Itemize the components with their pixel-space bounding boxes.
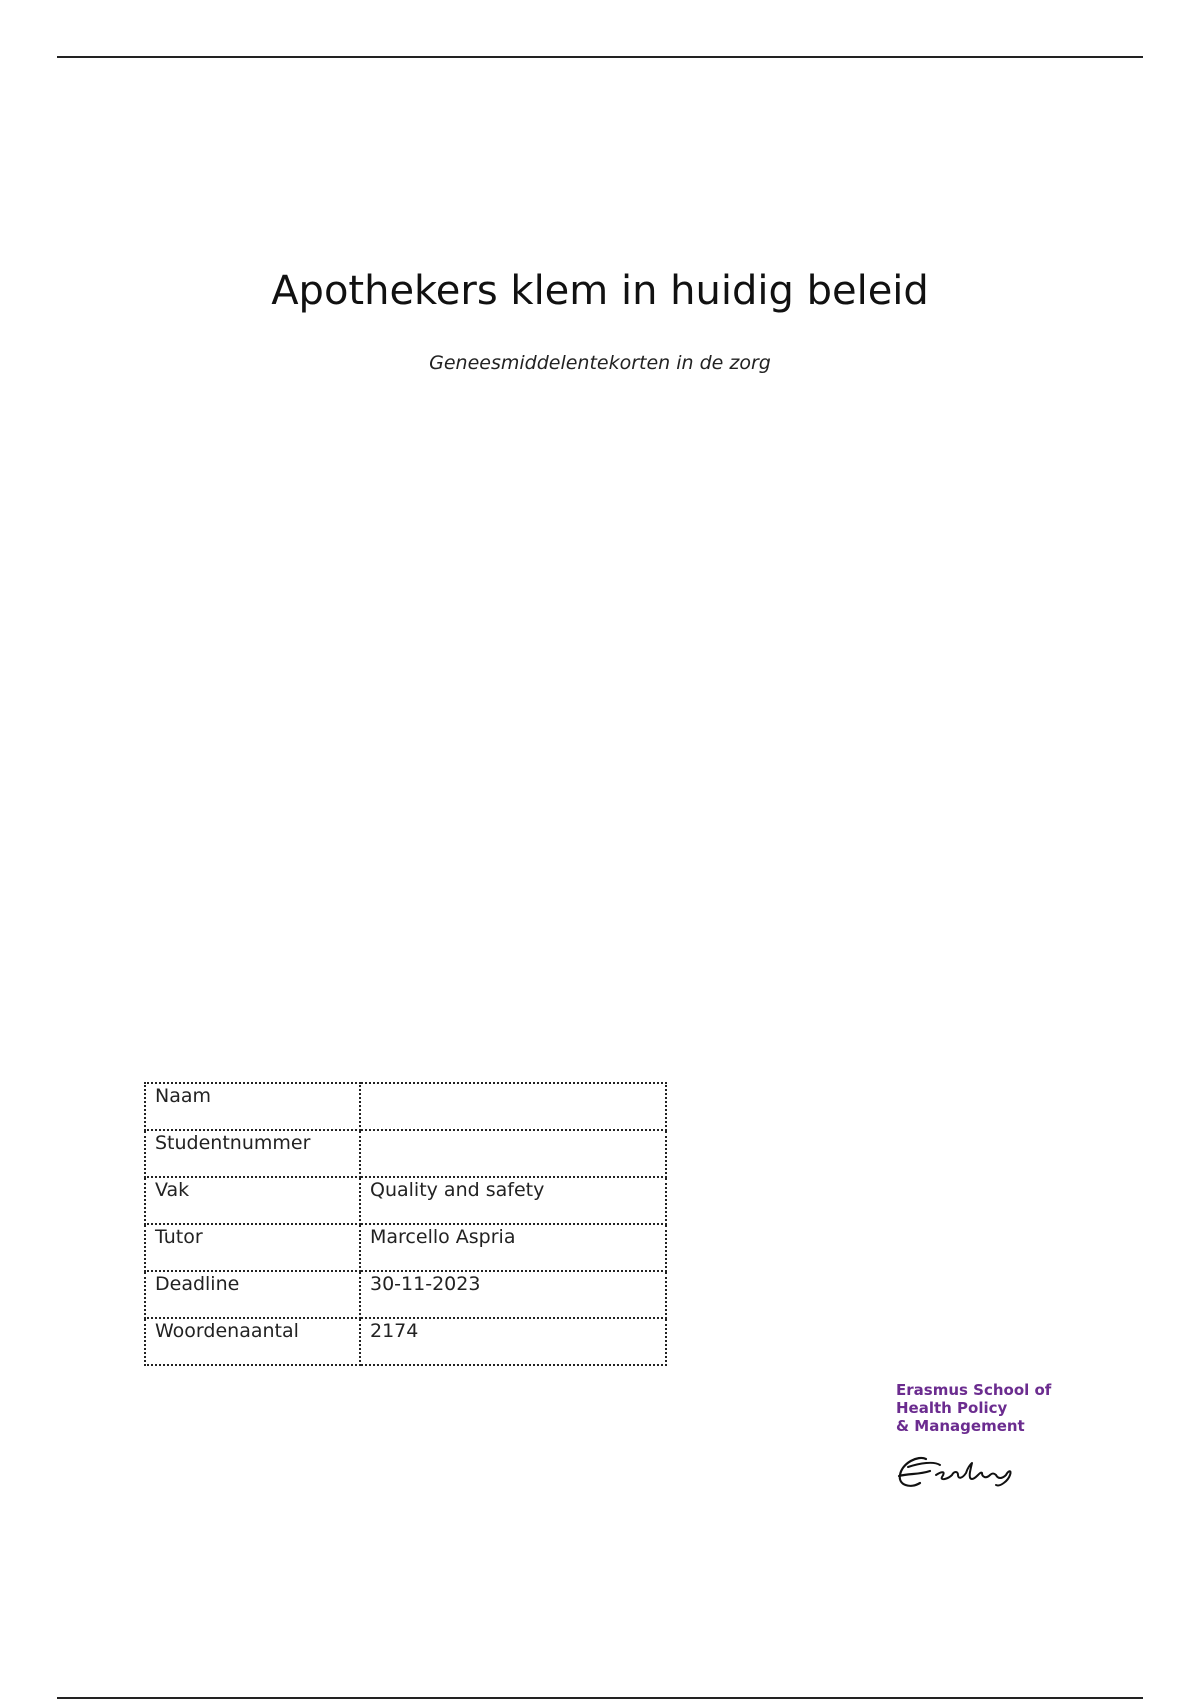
logo-line-3: & Management — [896, 1417, 1025, 1435]
erasmus-signature-icon — [896, 1445, 1036, 1499]
logo-line-2: Health Policy — [896, 1399, 1008, 1417]
row-value-vak: Quality and safety — [360, 1177, 666, 1224]
row-value-studentnummer — [360, 1130, 666, 1177]
row-value-naam — [360, 1083, 666, 1130]
logo-line-1: Erasmus School of — [896, 1381, 1052, 1399]
table-row — [145, 1224, 666, 1271]
document-title: Apothekers klem in huidig beleid — [271, 268, 929, 314]
document-subtitle: Geneesmiddelentekorten in de zorg — [429, 352, 771, 374]
table-row — [145, 1318, 666, 1365]
row-label-vak: Vak — [145, 1177, 360, 1224]
row-label-tutor: Tutor — [145, 1224, 360, 1271]
table-row — [145, 1083, 666, 1130]
student-info-table — [144, 1082, 667, 1366]
bottom-rule — [57, 1697, 1143, 1699]
table-row — [145, 1271, 666, 1318]
row-value-tutor: Marcello Aspria — [360, 1224, 666, 1271]
table-row — [145, 1177, 666, 1224]
top-rule — [57, 56, 1143, 58]
row-label-woordenaantal: Woordenaantal — [145, 1318, 360, 1365]
row-value-woordenaantal: 2174 — [360, 1318, 666, 1365]
row-value-deadline: 30-11-2023 — [360, 1271, 666, 1318]
row-label-naam: Naam — [145, 1083, 360, 1130]
erasmus-logo — [896, 1381, 1066, 1504]
row-label-deadline: Deadline — [145, 1271, 360, 1318]
row-label-studentnummer: Studentnummer — [145, 1130, 360, 1177]
table-row — [145, 1130, 666, 1177]
